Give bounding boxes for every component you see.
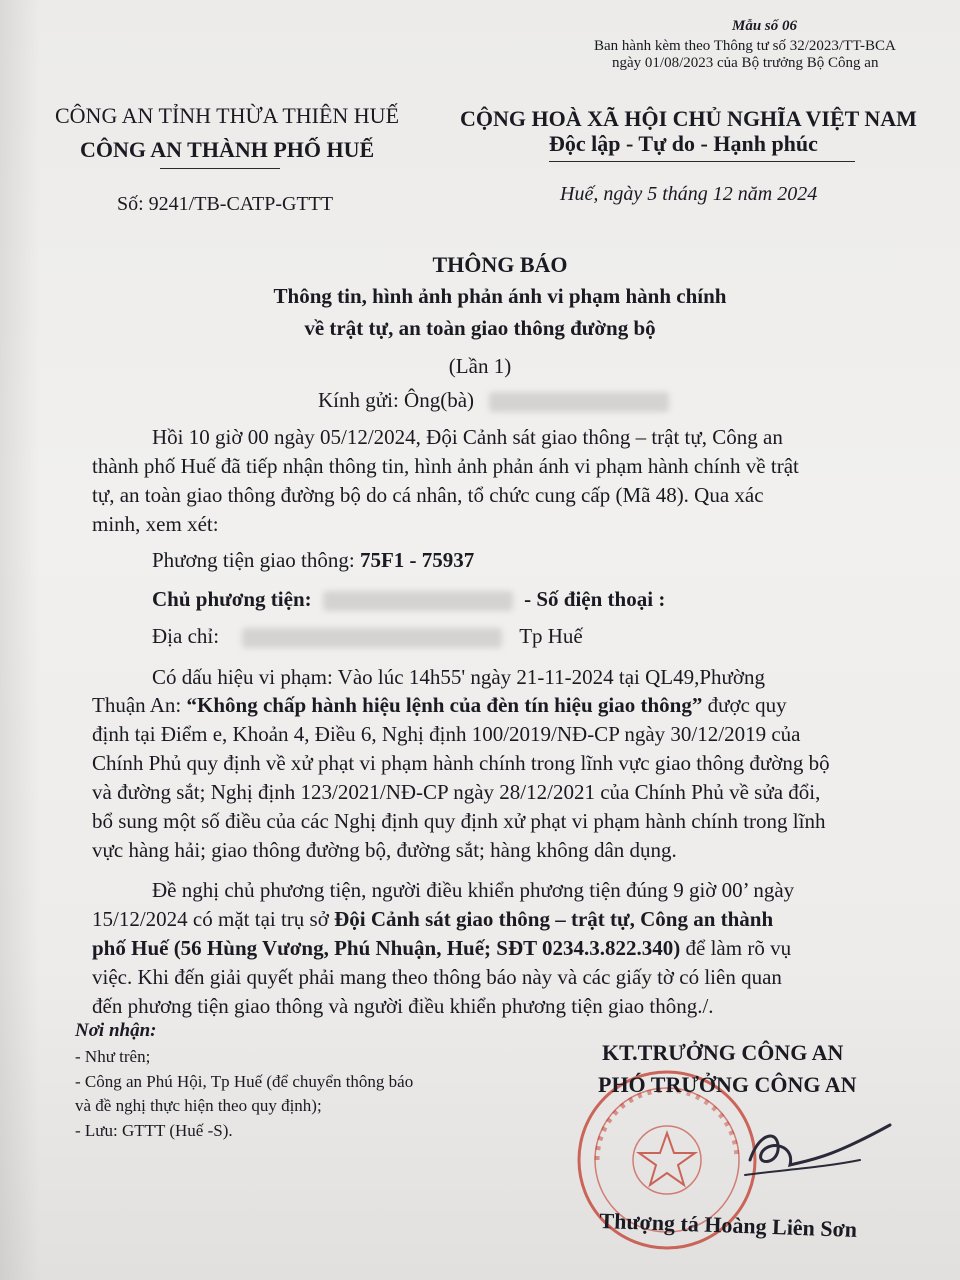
issuing-org-parent: CÔNG AN TỈNH THỪA THIÊN HUẾ: [55, 103, 400, 128]
paragraph-2-line-2: [92, 693, 787, 718]
notice-times: (Lần 1): [448, 354, 512, 378]
redacted-recipient-name: [489, 392, 669, 412]
paragraph-1-line-1: Hồi 10 giờ 00 ngày 05/12/2024, Đội Cảnh sát giao thông – trật tự, Công an: [152, 425, 783, 449]
recipient-item: - Công an Phú Hội, Tp Huế (để chuyển thông báo: [75, 1072, 414, 1091]
paragraph-2-line-1: Có dấu hiệu vi phạm: Vào lúc 14h55' ngày 21-11-2024 tại QL49,Phường: [152, 665, 766, 689]
paragraph-2-line-2-c: được quy: [702, 693, 787, 717]
redacted-owner-name: [323, 591, 513, 611]
document-number: Số: 9241/TB-CATP-GTTT: [117, 193, 334, 215]
place-date: Huế, ngày 5 tháng 12 năm 2024: [560, 183, 818, 205]
address-city: Tp Huế: [519, 624, 583, 648]
paragraph-3-line-4: việc. Khi đến giải quyết phải mang theo thông báo này và các giấy tờ có liên quan: [92, 965, 782, 989]
paragraph-2-line-3: định tại Điểm e, Khoản 4, Điều 6, Nghị định 100/2019/NĐ-CP ngày 30/12/2019 của: [92, 722, 801, 746]
greeting-label: Kính gửi: Ông(bà): [318, 388, 475, 412]
signatory-name: Thượng tá Hoàng Liên Sơn: [599, 1208, 858, 1242]
owner-line: [152, 587, 665, 612]
violation-description: “Không chấp hành hiệu lệnh của đèn tín hiệu giao thông”: [186, 693, 703, 717]
form-issued-line-1: Ban hành kèm theo Thông tư số 32/2023/TT-BCA: [594, 38, 896, 54]
paragraph-3-line-3-b: để làm rõ vụ: [680, 936, 792, 960]
paragraph-1-line-3: tự, an toàn giao thông đường bộ do cá nhân, tổ chức cung cấp (Mã 48). Qua xác: [92, 483, 764, 507]
office-name: Đội Cảnh sát giao thông – trật tự, Công an thành: [334, 907, 774, 931]
redacted-address: [242, 628, 502, 648]
paragraph-2-line-5: và đường sắt; Nghị định 123/2021/NĐ-CP ngày 28/12/2021 của Chính Phủ về sửa đổi,: [92, 780, 821, 804]
paragraph-2-line-4: Chính Phủ quy định về xử phạt vi phạm hành chính trong lĩnh vực giao thông đường bộ: [92, 751, 830, 775]
document-subtitle-2: về trật tự, an toàn giao thông đường bộ: [304, 316, 656, 340]
vehicle-label: Phương tiện giao thông:: [152, 548, 355, 572]
paragraph-1-line-2: thành phố Huế đã tiếp nhận thông tin, hình ảnh phản ánh vi phạm hành chính về trật: [92, 454, 799, 478]
national-motto: Độc lập - Tự do - Hạnh phúc: [549, 131, 818, 156]
recipient-item: và đề nghị thực hiện theo quy định);: [75, 1096, 322, 1115]
header-left-divider: [160, 168, 280, 169]
star-icon: [639, 1133, 695, 1185]
form-issued-line-2: ngày 01/08/2023 của Bộ trưởng Bộ Công an: [612, 55, 879, 71]
recipient-item: - Lưu: GTTT (Huế -S).: [75, 1121, 233, 1140]
owner-label: Chủ phương tiện:: [152, 587, 312, 611]
greeting: [318, 388, 669, 413]
phone-label: - Số điện thoại :: [524, 587, 666, 611]
paragraph-2-line-2-a: Thuận An:: [92, 693, 187, 717]
recipient-item: - Như trên;: [75, 1047, 151, 1066]
signatory-position: PHÓ TRƯỞNG CÔNG AN: [598, 1072, 857, 1097]
paragraph-2-line-6: bổ sung một số điều của các Nghị định quy định xử phạt vi phạm hành chính trong lĩnh: [92, 809, 826, 833]
office-address: phố Huế (56 Hùng Vương, Phú Nhuận, Huế; SĐT 0234.3.822.340): [92, 936, 681, 960]
paragraph-3-line-5: đến phương tiện giao thông và người điều khiển phương tiện giao thông./.: [92, 994, 714, 1018]
issuing-org: CÔNG AN THÀNH PHỐ HUẾ: [80, 137, 375, 162]
vehicle-plate: 75F1 - 75937: [359, 548, 475, 572]
page-shadow: [0, 0, 40, 1280]
vehicle-line: [152, 548, 474, 573]
document-subtitle-1: Thông tin, hình ảnh phản ánh vi phạm hành chính: [273, 284, 727, 308]
paragraph-3-line-3: [92, 936, 791, 961]
paragraph-1-line-4: minh, xem xét:: [92, 512, 219, 536]
form-number: Mẫu số 06: [732, 18, 798, 34]
national-title: CỘNG HOÀ XÃ HỘI CHỦ NGHĨA VIỆT NAM: [460, 106, 917, 131]
paragraph-3-line-2-a: 15/12/2024 có mặt tại trụ sở: [92, 907, 335, 931]
address-line: [152, 624, 583, 649]
signatory-authority: KT.TRƯỞNG CÔNG AN: [602, 1040, 844, 1065]
handwritten-signature: [740, 1120, 900, 1190]
paragraph-3-line-2: [92, 907, 773, 932]
paragraph-2-line-7: vực hàng hải; giao thông đường bộ, đường sắt; hàng không dân dụng.: [92, 838, 677, 862]
paragraph-3-line-1: Đề nghị chủ phương tiện, người điều khiển phương tiện đúng 9 giờ 00’ ngày: [152, 878, 795, 902]
address-label: Địa chỉ:: [152, 624, 220, 648]
recipients-heading: Nơi nhận:: [75, 1020, 157, 1041]
header-right-divider: [549, 161, 855, 162]
document-title: THÔNG BÁO: [432, 252, 568, 277]
